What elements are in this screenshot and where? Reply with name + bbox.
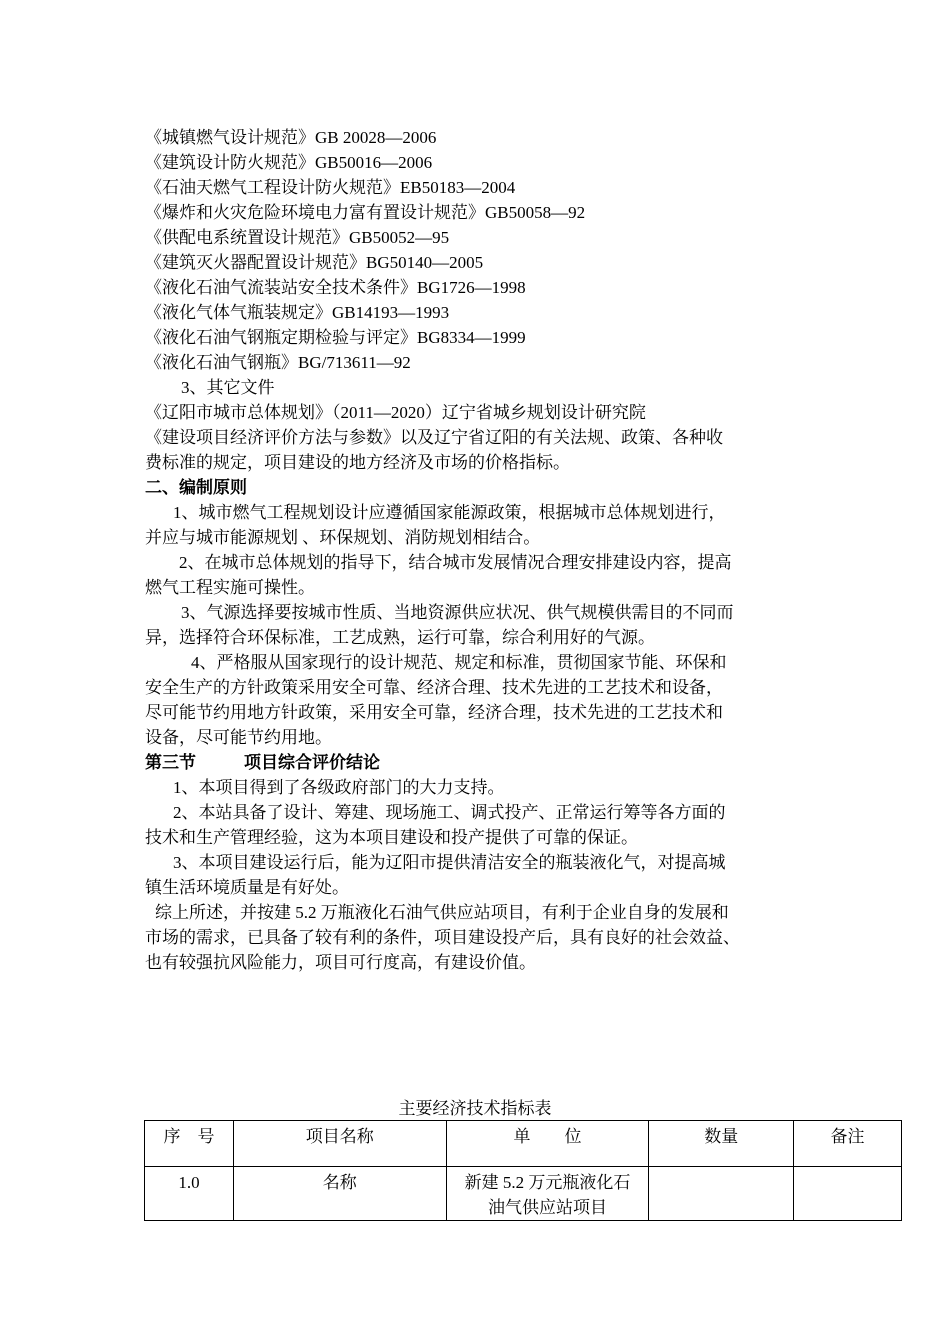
standard-item: 《石油天燃气工程设计防火规范》EB50183—2004	[145, 178, 516, 197]
header-unit: 单 位	[446, 1121, 649, 1167]
standard-item: 《液化石油气流装站安全技术条件》BG1726—1998	[145, 278, 526, 297]
table-caption: 主要经济技术指标表	[398, 1099, 552, 1118]
header-no: 序 号	[145, 1121, 234, 1167]
standard-item: 《建筑设计防火规范》GB50016—2006	[145, 153, 433, 172]
paragraph-line: 1、城市燃气工程规划设计应遵循国家能源政策，根据城市总体规划进行，	[173, 503, 726, 522]
standard-item: 《供配电系统置设计规范》GB50052—95	[145, 228, 450, 247]
standard-item: 《城镇燃气设计规范》GB 20028—2006	[145, 128, 437, 147]
paragraph-line: 4、严格服从国家现行的设计规范、规定和标准，贯彻国家节能、环保和	[191, 653, 727, 672]
section3-heading	[145, 750, 825, 775]
paragraph-line: 安全生产的方针政策采用安全可靠、经济合理、技术先进的工艺技术和设备，	[145, 678, 723, 697]
paragraph-line: 市场的需求，已具备了较有利的条件，项目建设投产后，具有良好的社会效益、	[145, 928, 740, 947]
header-name: 项目名称	[233, 1121, 446, 1167]
paragraph-line: 综上所述，并按建 5.2 万瓶液化石油气供应站项目，有利于企业自身的发展和	[155, 903, 729, 922]
header-qty: 数量	[649, 1121, 794, 1167]
standard-item: 《建筑灭火器配置设计规范》BG50140—2005	[145, 253, 484, 272]
paragraph-line: 2、本站具备了设计、筹建、现场施工、调式投产、正常运行筹等各方面的	[173, 803, 726, 822]
document-body	[145, 125, 825, 975]
table-header-row	[145, 1121, 902, 1167]
paragraph-line: 镇生活环境质量是有好处。	[145, 878, 349, 897]
section3-label: 第三节	[145, 753, 196, 772]
other-doc-line: 《建设项目经济评价方法与参数》以及辽宁省辽阳的有关法规、政策、各种收	[145, 428, 723, 447]
standard-item: 《爆炸和火灾危险环境电力富有置设计规范》GB50058—92	[145, 203, 586, 222]
section3-title: 项目综合评价结论	[244, 753, 380, 772]
principles-heading: 二、编制原则	[145, 478, 247, 497]
cell-qty	[649, 1167, 794, 1221]
standard-item: 《液化气体气瓶装规定》GB14193—1993	[145, 303, 450, 322]
paragraph-line: 1、本项目得到了各级政府部门的大力支持。	[173, 778, 505, 797]
other-doc-line: 费标准的规定，项目建设的地方经济及市场的价格指标。	[145, 453, 570, 472]
table-row	[145, 1167, 902, 1221]
cell-note	[794, 1167, 902, 1221]
standard-item: 《液化石油气钢瓶》BG/713611—92	[145, 353, 411, 372]
header-note: 备注	[794, 1121, 902, 1167]
paragraph-line: 异，选择符合环保标准，工艺成熟，运行可靠，综合利用好的气源。	[145, 628, 655, 647]
other-doc-line: 《辽阳市城市总体规划》（2011—2020）辽宁省城乡规划设计研究院	[145, 403, 646, 422]
other-docs-heading: 3、其它文件	[181, 378, 275, 397]
paragraph-line: 2、在城市总体规划的指导下，结合城市发展情况合理安排建设内容，提高	[179, 553, 732, 572]
paragraph-line: 燃气工程实施可操性。	[145, 578, 315, 597]
paragraph-line: 尽可能节约用地方针政策，采用安全可靠，经济合理，技术先进的工艺技术和	[145, 703, 723, 722]
paragraph-line: 并应与城市能源规划 、环保规划、消防规划相结合。	[145, 528, 541, 547]
metrics-table	[144, 1120, 902, 1221]
cell-unit-line: 油气供应站项目	[487, 1198, 607, 1217]
cell-no: 1.0	[145, 1167, 234, 1221]
standard-item: 《液化石油气钢瓶定期检验与评定》BG8334—1999	[145, 328, 526, 347]
standards-list	[145, 125, 825, 375]
paragraph-line: 3、本项目建设运行后，能为辽阳市提供清洁安全的瓶装液化气，对提高城	[173, 853, 726, 872]
paragraph-line: 设备，尽可能节约用地。	[145, 728, 332, 747]
paragraph-line: 3、气源选择要按城市性质、当地资源供应状况、供气规模供需目的不同而	[181, 603, 734, 622]
paragraph-line: 也有较强抗风险能力，项目可行度高，有建设价值。	[145, 953, 536, 972]
cell-unit	[446, 1167, 649, 1221]
cell-unit-line: 新建 5.2 万元瓶液化石	[464, 1173, 631, 1192]
paragraph-line: 技术和生产管理经验，这为本项目建设和投产提供了可靠的保证。	[145, 828, 638, 847]
cell-name: 名称	[233, 1167, 446, 1221]
